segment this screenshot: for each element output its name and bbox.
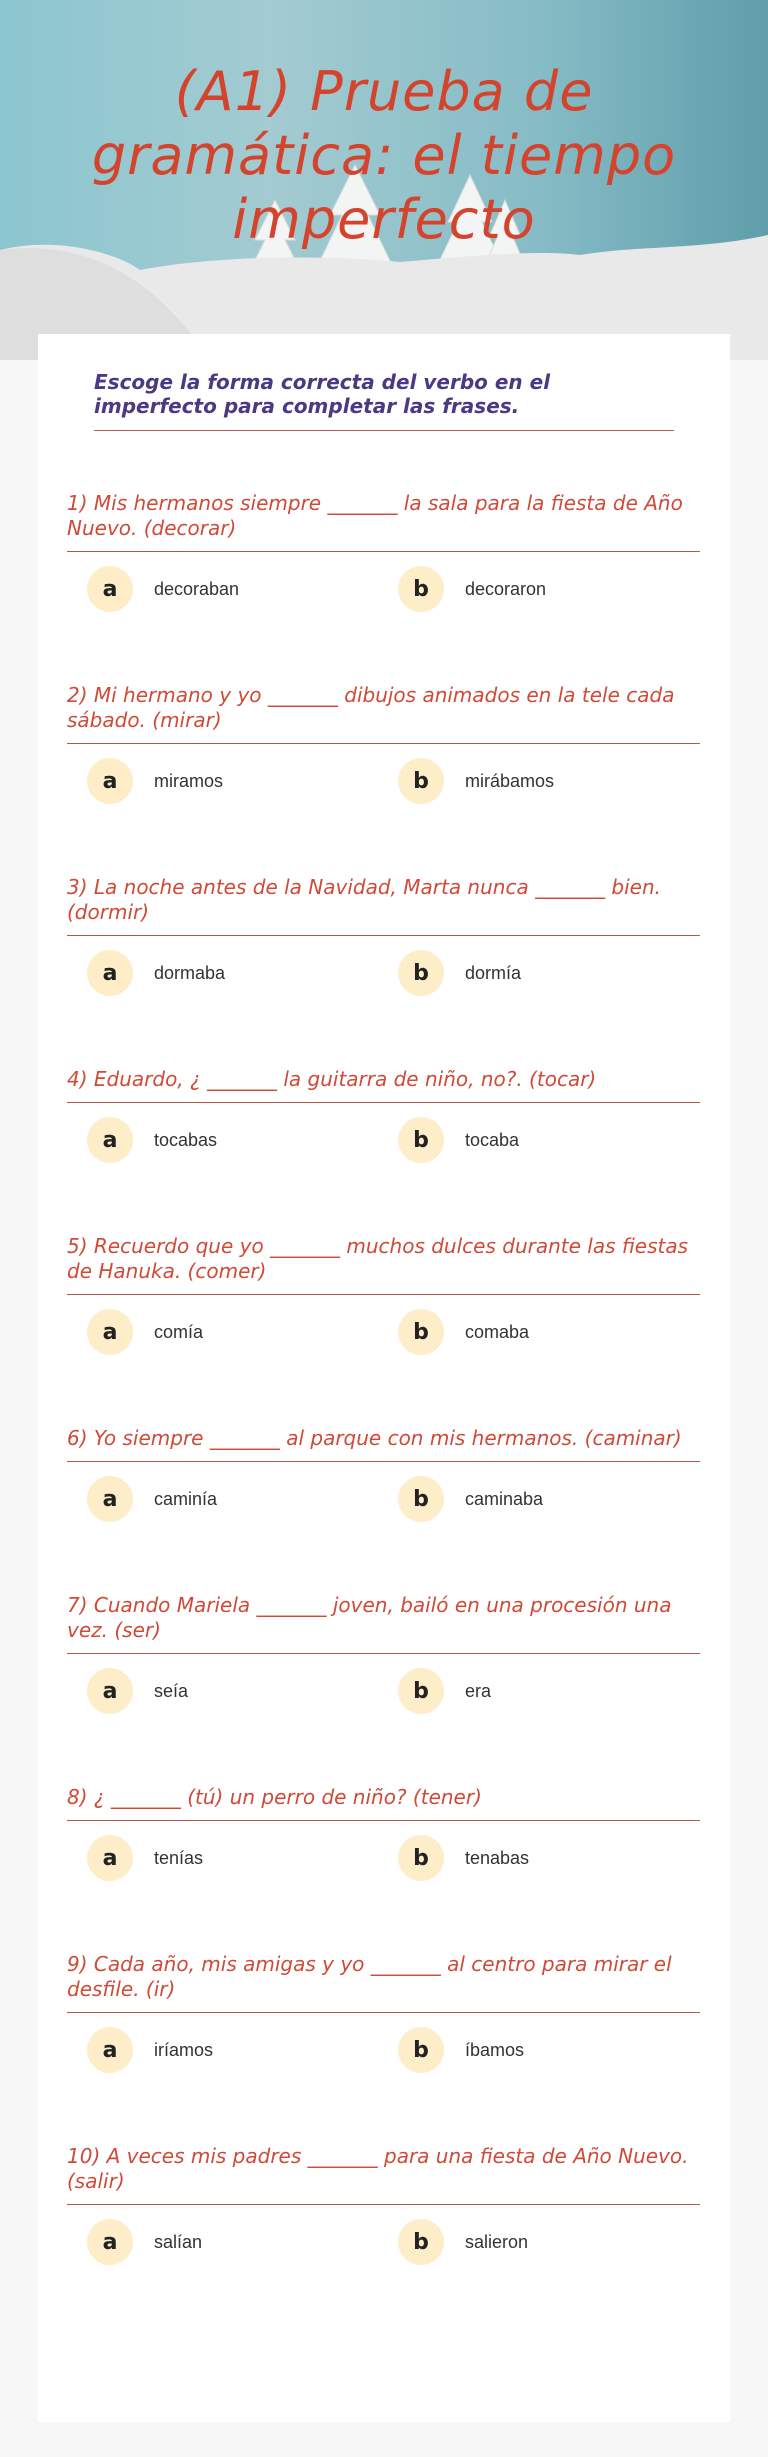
option-a[interactable] [87, 1476, 217, 1522]
option-text: mirábamos [465, 770, 555, 791]
option-text: decoraron [465, 578, 547, 599]
answer-options [67, 744, 700, 820]
question-text: 7) Cuando Mariela _______ joven, bailó en una procesión una vez. (ser) [67, 1593, 700, 1654]
answer-options [67, 1462, 700, 1538]
quiz-card [38, 334, 730, 2422]
header-banner [0, 0, 768, 360]
option-text: iríamos [154, 2039, 214, 2060]
option-text: caminía [154, 1488, 218, 1509]
option-text: miramos [154, 770, 224, 791]
question-text: 5) Recuerdo que yo _______ muchos dulces durante las fiestas de Hanuka. (comer) [67, 1234, 700, 1295]
question-8 [67, 1785, 700, 1897]
answer-options [67, 552, 700, 628]
option-letter-badge: a [87, 2219, 133, 2265]
option-letter-badge: a [87, 1476, 133, 1522]
option-letter-badge: a [87, 2027, 133, 2073]
option-b[interactable] [398, 1668, 491, 1714]
option-letter-badge: b [398, 2219, 444, 2265]
question-5 [67, 1234, 700, 1371]
question-text: 10) A veces mis padres _______ para una fiesta de Año Nuevo. (salir) [67, 2144, 700, 2205]
option-b[interactable] [398, 1117, 519, 1163]
option-b[interactable] [398, 1309, 529, 1355]
option-text: dormaba [154, 962, 226, 983]
answer-options [67, 1654, 700, 1730]
question-9 [67, 1952, 700, 2089]
option-text: dormía [465, 962, 522, 983]
option-text: tocabas [154, 1129, 218, 1150]
answer-options [67, 1103, 700, 1179]
option-letter-badge: a [87, 566, 133, 612]
question-text: 4) Eduardo, ¿ _______ la guitarra de niño, no?. (tocar) [67, 1067, 700, 1103]
option-text: tenías [154, 1847, 204, 1868]
answer-options [67, 2013, 700, 2089]
option-text: tocaba [465, 1129, 520, 1150]
option-text: tenabas [465, 1847, 530, 1868]
option-letter-badge: b [398, 950, 444, 996]
page-title: (A1) Prueba de gramática: el tiempo imperfecto [91, 60, 677, 251]
option-a[interactable] [87, 1668, 188, 1714]
option-letter-badge: b [398, 1668, 444, 1714]
question-text: 1) Mis hermanos siempre _______ la sala para la fiesta de Año Nuevo. (decorar) [67, 491, 700, 552]
option-text: seía [154, 1680, 189, 1701]
option-text: comaba [465, 1321, 530, 1342]
option-a[interactable] [87, 758, 223, 804]
option-letter-badge: b [398, 1309, 444, 1355]
option-letter-badge: b [398, 1476, 444, 1522]
question-text: 3) La noche antes de la Navidad, Marta nunca _______ bien. (dormir) [67, 875, 700, 936]
option-b[interactable] [398, 2027, 524, 2073]
option-b[interactable] [398, 1835, 529, 1881]
question-6 [67, 1426, 700, 1538]
question-4 [67, 1067, 700, 1179]
option-letter-badge: b [398, 1117, 444, 1163]
option-letter-badge: b [398, 2027, 444, 2073]
question-text: 9) Cada año, mis amigas y yo _______ al centro para mirar el desfile. (ir) [67, 1952, 700, 2013]
option-a[interactable] [87, 2219, 202, 2265]
option-a[interactable] [87, 2027, 213, 2073]
option-text: salieron [465, 2231, 529, 2252]
option-letter-badge: a [87, 1668, 133, 1714]
option-text: comía [154, 1321, 204, 1342]
question-list [38, 491, 730, 2281]
question-7 [67, 1593, 700, 1730]
option-letter-badge: a [87, 950, 133, 996]
option-b[interactable] [398, 566, 546, 612]
question-text: 6) Yo siempre _______ al parque con mis hermanos. (caminar) [67, 1426, 700, 1462]
option-b[interactable] [398, 758, 554, 804]
option-text: íbamos [465, 2039, 525, 2060]
option-a[interactable] [87, 1835, 203, 1881]
answer-options [67, 2205, 700, 2281]
option-a[interactable] [87, 1309, 203, 1355]
option-text: salían [154, 2231, 203, 2252]
option-letter-badge: a [87, 1309, 133, 1355]
option-letter-badge: a [87, 758, 133, 804]
option-b[interactable] [398, 1476, 543, 1522]
option-a[interactable] [87, 950, 225, 996]
question-2 [67, 683, 700, 820]
question-10 [67, 2144, 700, 2281]
option-text: era [465, 1680, 492, 1701]
answer-options [67, 936, 700, 1012]
option-letter-badge: a [87, 1835, 133, 1881]
option-b[interactable] [398, 2219, 528, 2265]
option-letter-badge: b [398, 1835, 444, 1881]
answer-options [67, 1821, 700, 1897]
option-a[interactable] [87, 1117, 217, 1163]
option-a[interactable] [87, 566, 239, 612]
question-1 [67, 491, 700, 628]
option-letter-badge: b [398, 566, 444, 612]
option-text: caminaba [465, 1488, 544, 1509]
instructions: Escoge la forma correcta del verbo en el imperfecto para completar las frases. [94, 370, 674, 431]
answer-options [67, 1295, 700, 1371]
option-letter-badge: b [398, 758, 444, 804]
option-text: decoraban [154, 578, 240, 599]
question-3 [67, 875, 700, 1012]
question-text: 8) ¿ _______ (tú) un perro de niño? (tener) [67, 1785, 700, 1821]
option-letter-badge: a [87, 1117, 133, 1163]
question-text: 2) Mi hermano y yo _______ dibujos animados en la tele cada sábado. (mirar) [67, 683, 700, 744]
option-b[interactable] [398, 950, 521, 996]
